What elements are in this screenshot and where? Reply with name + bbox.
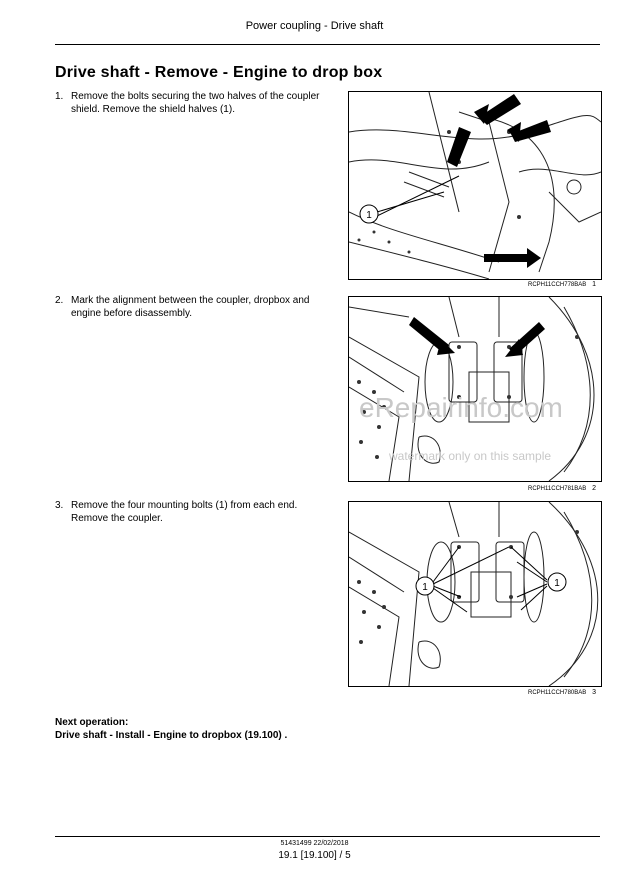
next-operation-label: Next operation: — [55, 717, 129, 728]
figure-1-callout: 1 — [366, 210, 372, 221]
step-3 — [55, 500, 330, 525]
step-text: Remove the bolts securing the two halves of the coupler shield. Remove the shield halves (1). — [71, 91, 320, 115]
figure-3-callout-right: 1 — [554, 578, 560, 589]
figure-number: 2 — [592, 485, 596, 492]
watermark-note: watermark only on this sample — [389, 449, 552, 463]
step-number: 2. — [55, 295, 64, 306]
watermark-site: eRepairinfo.com — [359, 392, 563, 423]
figure-3-callout-left: 1 — [422, 582, 428, 593]
footer-page-number: 19.1 [19.100] / 5 — [278, 850, 351, 861]
step-text: Mark the alignment between the coupler, dropbox and engine before disassembly. — [71, 295, 310, 319]
step-2 — [55, 295, 330, 320]
footer-doc-number: 51431499 22/02/2018 — [280, 840, 349, 847]
figure-3-mounting-bolts — [348, 501, 602, 687]
step-text: Remove the four mounting bolts (1) from each end. Remove the coupler. — [71, 500, 298, 524]
next-operation — [55, 716, 287, 742]
header-rule — [55, 44, 600, 45]
footer-rule — [55, 836, 600, 837]
step-number: 3. — [55, 500, 64, 511]
figure-number: 1 — [592, 281, 596, 288]
section-title: Drive shaft - Remove - Engine to drop box — [55, 64, 383, 81]
figure-code: RCPH11CCH781BAB — [528, 486, 587, 492]
figure-code: RCPH11CCH780BAB — [528, 690, 587, 696]
running-header: Power coupling - Drive shaft — [245, 20, 384, 32]
step-1 — [55, 91, 330, 116]
step-number: 1. — [55, 91, 64, 102]
next-operation-link[interactable]: Drive shaft - Install - Engine to dropbox (19.100) . — [55, 730, 288, 741]
figure-2-alignment — [348, 296, 602, 482]
figure-number: 3 — [592, 689, 596, 696]
figure-code: RCPH11CCH778BAB — [528, 282, 587, 288]
figure-1-coupler-shield — [348, 91, 602, 280]
